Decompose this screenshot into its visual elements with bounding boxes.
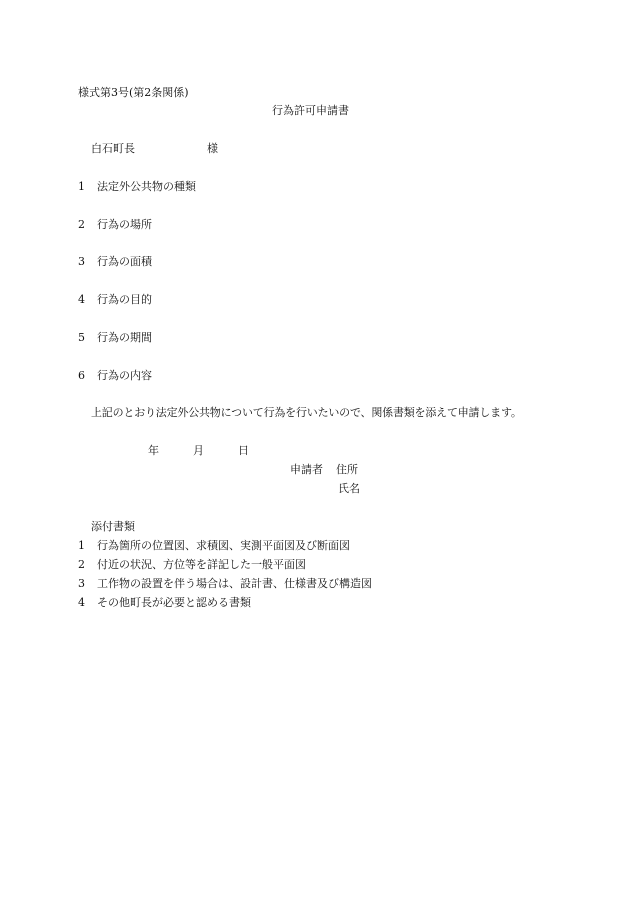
addressee-name: 白石町長 <box>91 142 135 155</box>
item-5 <box>78 331 152 345</box>
item-number: 5 <box>78 331 85 344</box>
item-label: 法定外公共物の種類 <box>97 180 196 193</box>
form-title: 行為許可申請書 <box>272 104 349 117</box>
item-label: 行為の場所 <box>97 218 152 231</box>
date-line <box>148 444 249 458</box>
item-6 <box>78 369 152 383</box>
attachment-item <box>78 596 251 610</box>
applicant-label: 申請者 <box>290 463 323 476</box>
attachment-text: 行為箇所の位置図、求積図、実測平面図及び断面図 <box>97 539 350 552</box>
item-label: 行為の内容 <box>97 369 152 382</box>
date-year: 年 <box>148 444 159 457</box>
item-4 <box>78 293 152 307</box>
attachment-number: 3 <box>78 577 85 590</box>
item-label: 行為の期間 <box>97 331 152 344</box>
item-number: 3 <box>78 255 85 268</box>
application-statement: 上記のとおり法定外公共物について行為を行いたいので、関係書類を添えて申請します。 <box>91 406 522 419</box>
attachment-number: 4 <box>78 596 85 609</box>
attachment-number: 1 <box>78 539 85 552</box>
attachments-heading: 添付書類 <box>91 520 135 533</box>
date-day: 日 <box>238 444 249 457</box>
item-2 <box>78 218 152 232</box>
date-month: 月 <box>193 444 204 457</box>
attachment-text: 付近の状況、方位等を詳記した一般平面図 <box>97 558 306 571</box>
attachment-item <box>78 558 306 572</box>
item-1 <box>78 180 196 194</box>
attachment-item <box>78 577 372 591</box>
form-number: 様式第3号(第2条関係) <box>78 86 189 99</box>
item-number: 4 <box>78 293 85 306</box>
item-number: 1 <box>78 180 85 193</box>
applicant-line <box>290 463 358 477</box>
applicant-name-label: 氏名 <box>338 482 360 495</box>
applicant-address-label: 住所 <box>336 463 358 476</box>
addressee-honorific: 様 <box>207 142 218 155</box>
item-3 <box>78 255 152 269</box>
attachment-text: その他町長が必要と認める書類 <box>97 596 251 609</box>
item-label: 行為の面積 <box>97 255 152 268</box>
attachment-number: 2 <box>78 558 85 571</box>
item-number: 2 <box>78 218 85 231</box>
attachment-text: 工作物の設置を伴う場合は、設計書、仕様書及び構造図 <box>97 577 372 590</box>
item-label: 行為の目的 <box>97 293 152 306</box>
attachment-item <box>78 539 350 553</box>
item-number: 6 <box>78 369 85 382</box>
